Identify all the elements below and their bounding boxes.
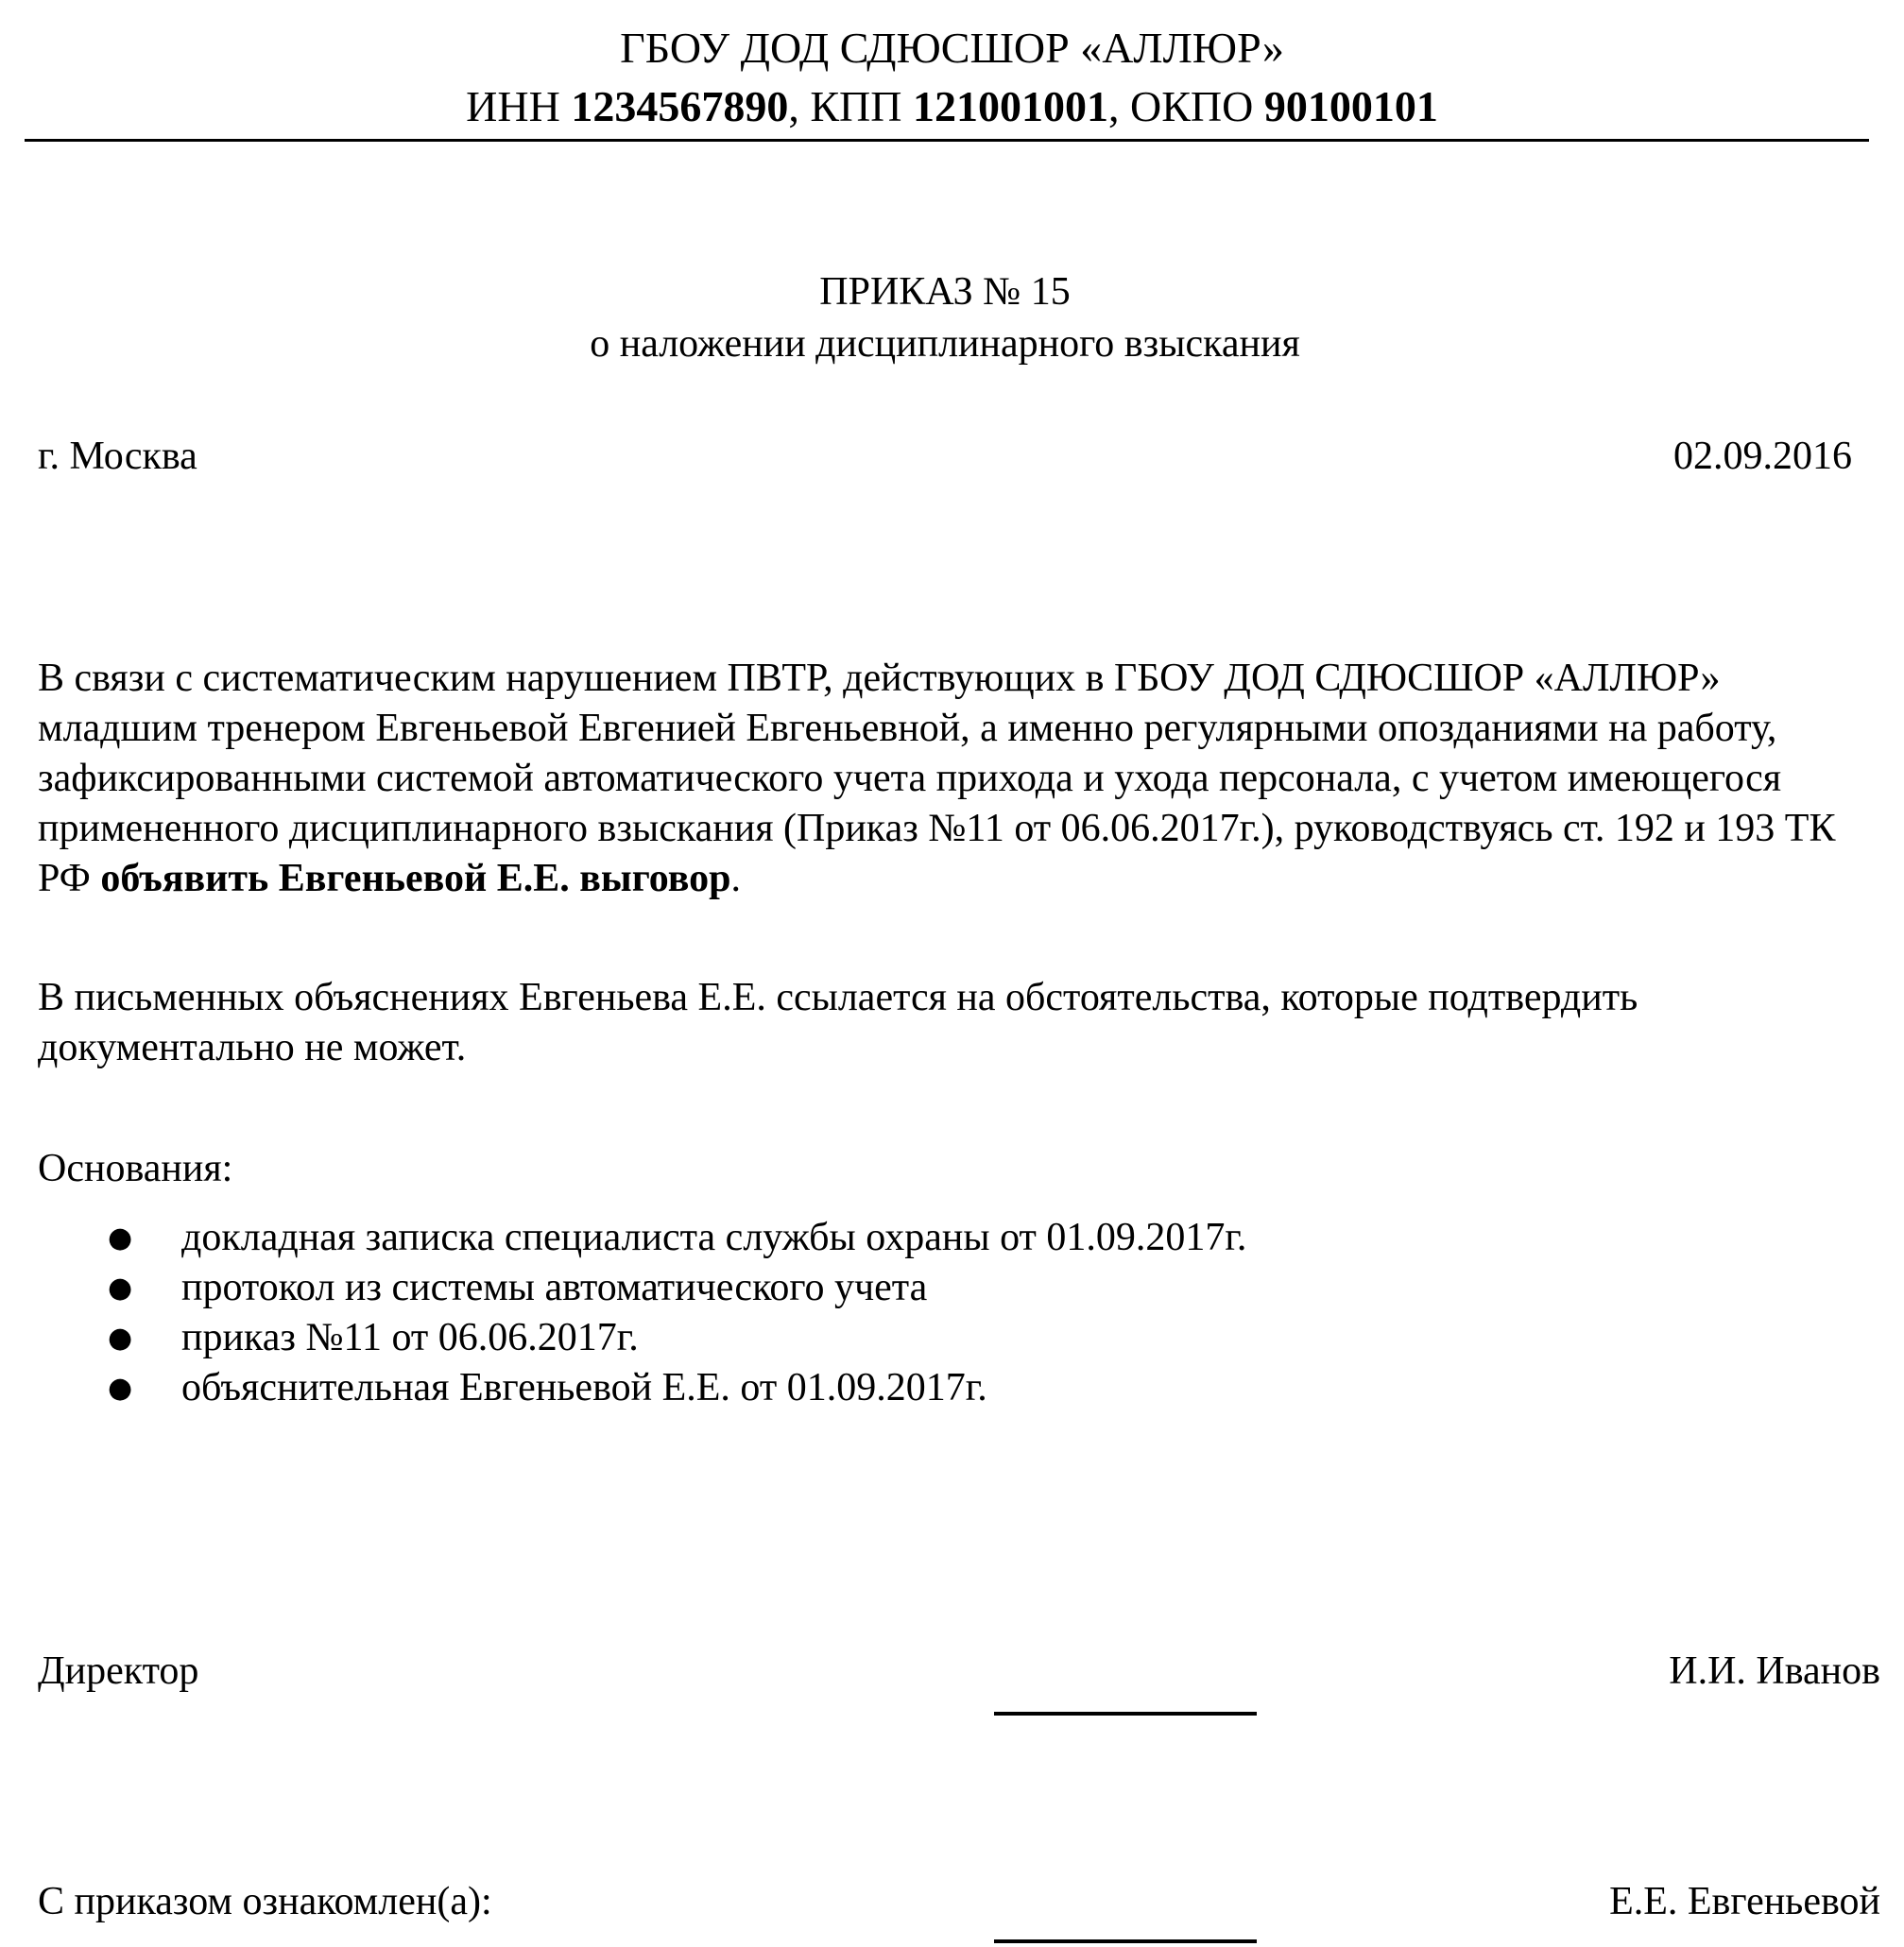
order-paragraph-explanation: В письменных объяснениях Евгеньева Е.Е. ссылается на обстоятельства, которые подтвердить документально не может. [38, 976, 1638, 1069]
bullet-icon: ● [108, 1322, 133, 1355]
paragraph-main-text: В связи с систематическим нарушением ПВТР, действующих в ГБОУ ДОД СДЮСШОР «АЛЛЮР» младшим тренером Евгеньевой Евгенией Евгеньевной, а именно регулярными опозданиями на работу, зафиксированными системой автоматического учета прихода и ухода персонала, с учетом имеющегося примененного дисциплинарного взыскания (Приказ №11 от 06.06.2017г.), руководствуясь ст. 192 и 193 ТК РФ [38, 657, 1836, 900]
organization-name: ГБОУ ДОД СДЮСШОР «АЛЛЮР» [620, 24, 1284, 72]
bullet-icon: ● [108, 1272, 133, 1305]
basis-list [0, 1213, 1795, 1413]
acknowledgement-label: С приказом ознакомлен(а): [38, 1880, 492, 1923]
organization-codes [0, 77, 1904, 136]
order-paragraph-main [38, 654, 1871, 904]
paragraph-main-emphasis: объявить Евгеньевой Е.Е. выговор [100, 857, 731, 900]
inn-label: ИНН [466, 82, 572, 130]
order-city: г. Москва [38, 435, 197, 478]
order-heading [0, 266, 1890, 370]
acknowledgement-signature-line [994, 1939, 1257, 1943]
order-title: ПРИКАЗ № 15 [819, 270, 1071, 314]
basis-item-text: объяснительная Евгеньевой Е.Е. от 01.09.2017г. [181, 1366, 987, 1409]
director-signature-row [38, 1648, 1880, 1695]
acknowledgement-name: Е.Е. Евгеньевой [1609, 1880, 1880, 1923]
order-date: 02.09.2016 [1673, 435, 1852, 478]
kpp-label: , КПП [788, 82, 913, 130]
bullet-icon: ● [108, 1221, 133, 1255]
list-item [0, 1313, 1795, 1363]
paragraph-main-end: . [730, 857, 741, 900]
order-subtitle: о наложении дисциплинарного взыскания [590, 322, 1300, 366]
place-date-row [38, 433, 1852, 480]
list-item [0, 1213, 1795, 1263]
list-item [0, 1363, 1795, 1413]
inn-value: 1234567890 [571, 82, 789, 130]
basis-item-text: протокол из системы автоматического учета [181, 1266, 928, 1309]
list-item [0, 1263, 1795, 1313]
bullet-icon: ● [108, 1372, 133, 1405]
kpp-value: 121001001 [912, 82, 1108, 130]
header-divider [25, 139, 1869, 142]
acknowledgement-row [38, 1878, 1880, 1925]
basis-item-text: приказ №11 от 06.06.2017г. [181, 1316, 639, 1359]
director-name: И.И. Иванов [1669, 1649, 1880, 1693]
organization-header [0, 19, 1904, 136]
director-label: Директор [38, 1649, 199, 1693]
director-signature-line [994, 1712, 1257, 1716]
basis-item-text: докладная записка специалиста службы охраны от 01.09.2017г. [181, 1216, 1247, 1259]
okpo-value: 90100101 [1263, 82, 1438, 130]
basis-label: Основания: [38, 1147, 233, 1190]
okpo-label: , ОКПО [1107, 82, 1264, 130]
